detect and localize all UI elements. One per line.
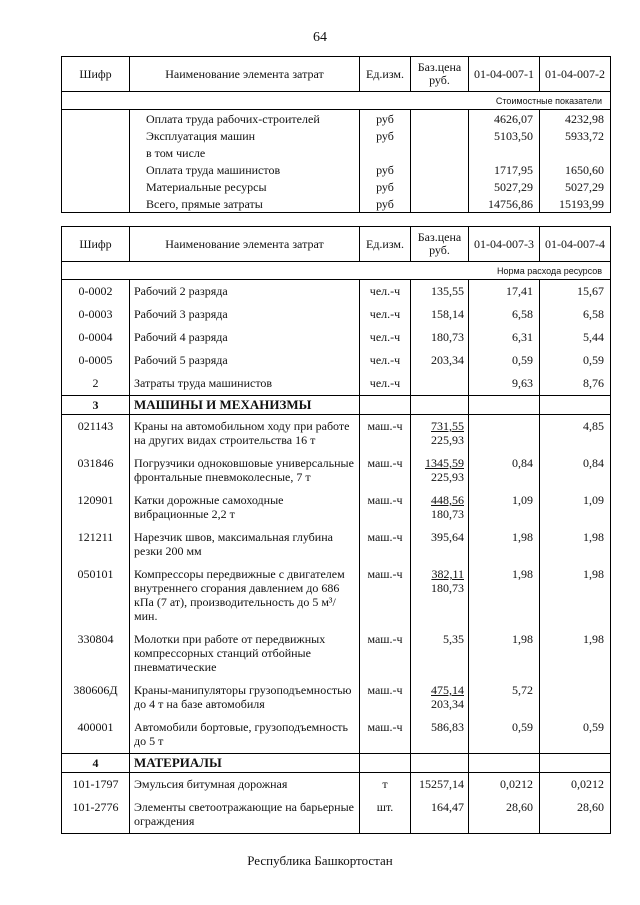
cell-price	[411, 716, 469, 754]
cell-col1: 0,59	[469, 716, 540, 754]
cell-price	[411, 526, 469, 563]
cell-name: Краны на автомобильном ходу при работе на других видах строительства 16 т	[130, 415, 360, 453]
cell-code: 330804	[62, 628, 130, 679]
table-row	[62, 110, 611, 128]
cell-code: 380606Д	[62, 679, 130, 716]
cell-unit: руб	[360, 161, 411, 178]
cell-price	[411, 396, 469, 415]
cell-col2: 4,85	[540, 415, 611, 453]
subheader-resource-norms: Норма расхода ресурсов	[62, 262, 611, 280]
price-line-1: 586,83	[431, 720, 464, 734]
cell-code: 021143	[62, 415, 130, 453]
cell-col2	[540, 754, 611, 773]
table-row	[62, 628, 611, 679]
price-line-1: 448,56	[431, 493, 464, 507]
cell-col1: 1,98	[469, 628, 540, 679]
cell-unit: руб	[360, 127, 411, 144]
subheader-cost-indicators: Стоимостные показатели	[62, 92, 611, 110]
cell-name: Нарезчик швов, максимальная глубина резки 200 мм	[130, 526, 360, 563]
cell-code: 101-2776	[62, 796, 130, 834]
cell-col2: 1,98	[540, 526, 611, 563]
table-row	[62, 372, 611, 396]
cell-name: Автомобили бортовые, грузоподъемность до 5 т	[130, 716, 360, 754]
cell-price	[411, 452, 469, 489]
cell-name: Компрессоры передвижные с двигателем внутреннего сгорания давлением до 686 кПа (7 ат), производительность до 5 м³/мин.	[130, 563, 360, 628]
table-row	[62, 452, 611, 489]
cell-name: Рабочий 5 разряда	[130, 349, 360, 372]
table-subheader-row	[62, 92, 611, 110]
section-row	[62, 754, 611, 773]
cell-price	[411, 161, 469, 178]
cell-name: Рабочий 4 разряда	[130, 326, 360, 349]
cell-col2: 1,98	[540, 563, 611, 628]
cell-code	[62, 144, 130, 161]
cell-col1: 1,09	[469, 489, 540, 526]
cell-col1: 9,63	[469, 372, 540, 396]
cell-code: 0-0002	[62, 280, 130, 304]
cell-code	[62, 161, 130, 178]
cell-price	[411, 178, 469, 195]
cell-price	[411, 372, 469, 396]
cost-summary-table	[61, 56, 611, 213]
cell-price	[411, 796, 469, 834]
header-name: Наименование элемента затрат	[130, 227, 360, 262]
cell-col1: 1,98	[469, 563, 540, 628]
cell-unit: чел.-ч	[360, 280, 411, 304]
price-line-2: 180,73	[431, 507, 464, 521]
cell-col1: 0,59	[469, 349, 540, 372]
cell-col2: 0,84	[540, 452, 611, 489]
cell-unit: маш.-ч	[360, 452, 411, 489]
header-name: Наименование элемента затрат	[130, 57, 360, 92]
cell-col1: 4626,07	[469, 110, 540, 128]
cell-price	[411, 303, 469, 326]
section-row	[62, 396, 611, 415]
cell-code: 3	[62, 396, 130, 415]
resource-norm-table	[61, 226, 611, 834]
table-row	[62, 796, 611, 834]
cell-unit: маш.-ч	[360, 563, 411, 628]
cell-price	[411, 563, 469, 628]
cell-unit: чел.-ч	[360, 326, 411, 349]
cell-unit: маш.-ч	[360, 716, 411, 754]
cell-unit: маш.-ч	[360, 489, 411, 526]
price-line-1: 203,34	[431, 353, 464, 367]
cell-price	[411, 679, 469, 716]
cell-name: МАШИНЫ И МЕХАНИЗМЫ	[130, 396, 360, 415]
cell-col1: 5,72	[469, 679, 540, 716]
table-header-row	[62, 227, 611, 262]
cell-col1	[469, 144, 540, 161]
cell-price	[411, 628, 469, 679]
table-row	[62, 144, 611, 161]
cell-name: Рабочий 3 разряда	[130, 303, 360, 326]
cell-col2: 0,59	[540, 716, 611, 754]
price-line-1: 475,14	[431, 683, 464, 697]
cell-name: Затраты труда машинистов	[130, 372, 360, 396]
cell-col1: 0,84	[469, 452, 540, 489]
cell-code: 0-0005	[62, 349, 130, 372]
cell-col2: 28,60	[540, 796, 611, 834]
cell-code	[62, 195, 130, 213]
cell-col2: 5,44	[540, 326, 611, 349]
cell-price	[411, 144, 469, 161]
cell-code	[62, 178, 130, 195]
cell-col2: 5933,72	[540, 127, 611, 144]
cell-unit	[360, 754, 411, 773]
cell-name: Молотки при работе от передвижных компрессорных станций отбойные пневматические	[130, 628, 360, 679]
cell-code: 031846	[62, 452, 130, 489]
table-subheader-row	[62, 262, 611, 280]
cell-col1: 6,58	[469, 303, 540, 326]
price-line-2: 225,93	[431, 433, 464, 447]
cell-name: Всего, прямые затраты	[130, 195, 360, 213]
cell-col2: 6,58	[540, 303, 611, 326]
cell-col2: 5027,29	[540, 178, 611, 195]
price-line-1: 135,55	[431, 284, 464, 298]
cell-col2: 15193,99	[540, 195, 611, 213]
table-row	[62, 489, 611, 526]
price-line-1: 1345,59	[425, 456, 464, 470]
cell-unit: чел.-ч	[360, 303, 411, 326]
price-line-2: 180,73	[431, 581, 464, 595]
cell-col2: 1,09	[540, 489, 611, 526]
table-row	[62, 303, 611, 326]
cell-col2	[540, 396, 611, 415]
header-price: Баз.цена руб.	[411, 57, 469, 92]
price-line-1: 180,73	[431, 330, 464, 344]
cell-price	[411, 280, 469, 304]
cell-col1	[469, 415, 540, 453]
cell-unit	[360, 144, 411, 161]
cell-col1: 14756,86	[469, 195, 540, 213]
cell-col1: 0,0212	[469, 773, 540, 797]
table-row	[62, 127, 611, 144]
cell-col2	[540, 144, 611, 161]
cell-col1: 5027,29	[469, 178, 540, 195]
cell-col2	[540, 679, 611, 716]
cell-col1	[469, 754, 540, 773]
table-row	[62, 563, 611, 628]
price-line-1: 5,35	[443, 632, 464, 646]
cell-col1: 1,98	[469, 526, 540, 563]
price-line-2: 225,93	[431, 470, 464, 484]
table-row	[62, 326, 611, 349]
cell-unit: маш.-ч	[360, 679, 411, 716]
cell-code	[62, 127, 130, 144]
header-unit: Ед.изм.	[360, 227, 411, 262]
cell-name: Погрузчики одноковшовые универсальные фронтальные пневмоколесные, 7 т	[130, 452, 360, 489]
cell-col2: 1,98	[540, 628, 611, 679]
cell-name: Эмульсия битумная дорожная	[130, 773, 360, 797]
cell-price	[411, 195, 469, 213]
cell-col2: 1650,60	[540, 161, 611, 178]
price-line-1: 15257,14	[419, 777, 464, 791]
cell-name: Эксплуатация машин	[130, 127, 360, 144]
cell-code: 050101	[62, 563, 130, 628]
cell-code: 2	[62, 372, 130, 396]
cell-code: 101-1797	[62, 773, 130, 797]
cell-col2: 0,0212	[540, 773, 611, 797]
table-row	[62, 280, 611, 304]
header-price: Баз.цена руб.	[411, 227, 469, 262]
cell-price	[411, 773, 469, 797]
table-row	[62, 526, 611, 563]
cell-unit: маш.-ч	[360, 628, 411, 679]
cell-unit: шт.	[360, 796, 411, 834]
header-col1: 01-04-007-3	[469, 227, 540, 262]
price-line-1: 731,55	[431, 419, 464, 433]
table-row	[62, 773, 611, 797]
cell-name: Оплата труда машинистов	[130, 161, 360, 178]
cell-price	[411, 754, 469, 773]
cell-unit: чел.-ч	[360, 349, 411, 372]
cell-price	[411, 110, 469, 128]
price-line-1: 158,14	[431, 307, 464, 321]
cell-code	[62, 110, 130, 128]
cell-code: 0-0003	[62, 303, 130, 326]
cell-col1: 5103,50	[469, 127, 540, 144]
cell-col1: 6,31	[469, 326, 540, 349]
cell-unit: т	[360, 773, 411, 797]
cell-price	[411, 326, 469, 349]
header-code: Шифр	[62, 57, 130, 92]
cell-col2: 8,76	[540, 372, 611, 396]
cell-code: 4	[62, 754, 130, 773]
table-row	[62, 679, 611, 716]
table-row	[62, 161, 611, 178]
cell-col1	[469, 396, 540, 415]
cell-price	[411, 349, 469, 372]
cell-col1: 17,41	[469, 280, 540, 304]
page-footer: Республика Башкортостан	[247, 853, 393, 868]
cell-price	[411, 127, 469, 144]
table-row	[62, 415, 611, 453]
cell-unit: маш.-ч	[360, 415, 411, 453]
cell-unit: чел.-ч	[360, 372, 411, 396]
price-line-1: 164,47	[431, 800, 464, 814]
cell-unit	[360, 396, 411, 415]
cell-code: 120901	[62, 489, 130, 526]
cell-unit: руб	[360, 195, 411, 213]
price-line-2: 203,34	[431, 697, 464, 711]
price-line-1: 382,11	[431, 567, 464, 581]
table-row	[62, 195, 611, 213]
header-code: Шифр	[62, 227, 130, 262]
cell-name: Рабочий 2 разряда	[130, 280, 360, 304]
table-header-row	[62, 57, 611, 92]
cell-col1: 1717,95	[469, 161, 540, 178]
cell-col2: 4232,98	[540, 110, 611, 128]
cell-price	[411, 489, 469, 526]
cell-name: Катки дорожные самоходные вибрационные 2,2 т	[130, 489, 360, 526]
cell-unit: руб	[360, 178, 411, 195]
cell-code: 400001	[62, 716, 130, 754]
table-row	[62, 716, 611, 754]
header-col2: 01-04-007-4	[540, 227, 611, 262]
cell-name: Оплата труда рабочих-строителей	[130, 110, 360, 128]
cell-col2: 0,59	[540, 349, 611, 372]
header-col1: 01-04-007-1	[469, 57, 540, 92]
table-row	[62, 178, 611, 195]
cell-name: МАТЕРИАЛЫ	[130, 754, 360, 773]
cell-code: 121211	[62, 526, 130, 563]
table-row	[62, 349, 611, 372]
cell-name: в том числе	[130, 144, 360, 161]
price-line-1: 395,64	[431, 530, 464, 544]
cell-col1: 28,60	[469, 796, 540, 834]
header-col2: 01-04-007-2	[540, 57, 611, 92]
cell-name: Элементы светоотражающие на барьерные ограждения	[130, 796, 360, 834]
page-number: 64	[313, 30, 327, 45]
cell-price	[411, 415, 469, 453]
cell-col2: 15,67	[540, 280, 611, 304]
cell-unit: руб	[360, 110, 411, 128]
header-unit: Ед.изм.	[360, 57, 411, 92]
cell-name: Материальные ресурсы	[130, 178, 360, 195]
cell-name: Краны-манипуляторы грузоподъемностью до 4 т на базе автомобиля	[130, 679, 360, 716]
cell-unit: маш.-ч	[360, 526, 411, 563]
cell-code: 0-0004	[62, 326, 130, 349]
